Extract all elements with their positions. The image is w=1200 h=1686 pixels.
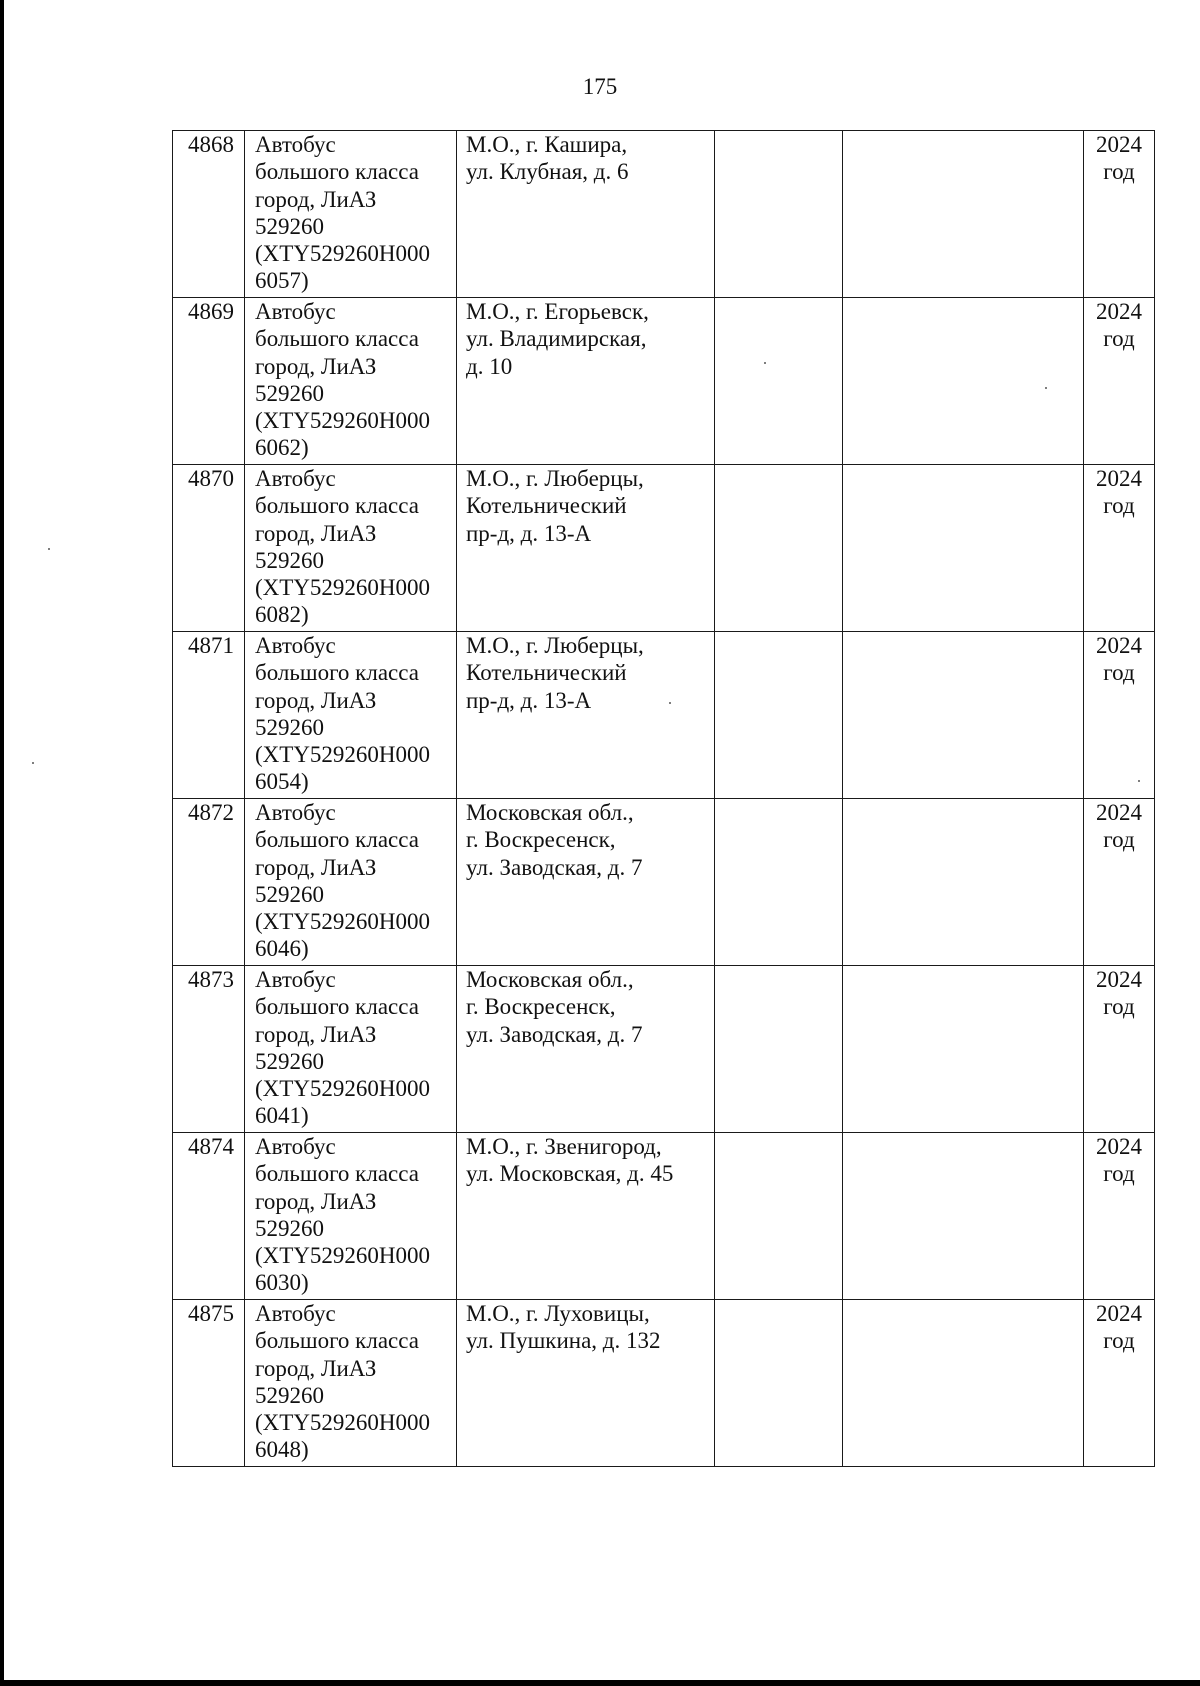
year-line: 2024 — [1096, 1134, 1142, 1159]
year-cell — [1084, 131, 1155, 298]
vehicle-description-line: (XTY529260H000 — [255, 575, 431, 601]
vehicle-description-line: Автобус — [255, 1301, 336, 1326]
vehicle-description-cell — [245, 131, 457, 298]
year-line: год — [1103, 159, 1135, 185]
vehicle-description-cell — [245, 966, 457, 1133]
vehicle-description-line: 529260 — [255, 881, 324, 907]
table-row — [173, 799, 1155, 966]
empty-cell — [715, 1300, 843, 1467]
vehicle-description-line: большого класса — [255, 1161, 419, 1187]
scan-speck — [1045, 387, 1047, 389]
table-row — [173, 298, 1155, 465]
address-line: Московская обл., — [466, 800, 634, 825]
address-line: ул. Заводская, д. 7 — [466, 854, 643, 880]
table-row — [173, 1300, 1155, 1467]
vehicle-description-line: большого класса — [255, 326, 419, 352]
vehicle-description-line: Автобус — [255, 800, 336, 825]
row-number-cell: 4868 — [173, 131, 245, 298]
vehicle-description-line: (XTY529260H000 — [255, 742, 431, 768]
scan-edge-bottom — [0, 1680, 1200, 1686]
table-row — [173, 465, 1155, 632]
address-line: М.О., г. Звенигород, — [466, 1134, 662, 1159]
address-line: Котельнический — [466, 493, 627, 519]
scan-speck — [764, 362, 766, 364]
vehicle-description-line: (XTY529260H000 — [255, 1076, 431, 1102]
year-line: 2024 — [1096, 466, 1142, 491]
empty-cell — [843, 966, 1084, 1133]
vehicle-description-line: Автобус — [255, 633, 336, 658]
vehicle-description-line: (XTY529260H000 — [255, 909, 431, 935]
vehicle-description-line: город, ЛиАЗ — [255, 186, 377, 212]
year-line: год — [1103, 1161, 1135, 1187]
row-number-cell: 4871 — [173, 632, 245, 799]
address-line: М.О., г. Кашира, — [466, 132, 628, 157]
vehicle-description-line: большого класса — [255, 493, 419, 519]
vehicle-description-line: 6057) — [255, 268, 309, 294]
vehicle-description-line: большого класса — [255, 1328, 419, 1354]
scan-speck — [48, 548, 50, 550]
address-cell — [457, 966, 715, 1133]
empty-cell — [843, 632, 1084, 799]
vehicle-description-line: (XTY529260H000 — [255, 1243, 431, 1269]
address-cell — [457, 131, 715, 298]
address-line: М.О., г. Луховицы, — [466, 1301, 650, 1326]
year-line: 2024 — [1096, 299, 1142, 324]
vehicle-description-line: город, ЛиАЗ — [255, 854, 377, 880]
vehicle-description-line: 529260 — [255, 547, 324, 573]
address-line: Котельнический — [466, 660, 627, 686]
address-cell — [457, 1300, 715, 1467]
vehicle-description-line: 529260 — [255, 714, 324, 740]
row-number-cell: 4873 — [173, 966, 245, 1133]
year-line: год — [1103, 1328, 1135, 1354]
vehicle-description-line: 6062) — [255, 435, 309, 461]
empty-cell — [843, 1133, 1084, 1300]
vehicle-description-line: Автобус — [255, 299, 336, 324]
address-line: ул. Пушкина, д. 132 — [466, 1328, 661, 1354]
address-cell — [457, 298, 715, 465]
address-line: д. 10 — [466, 353, 513, 379]
address-cell — [457, 465, 715, 632]
scan-speck — [669, 702, 671, 704]
year-line: год — [1103, 994, 1135, 1020]
row-number-cell: 4874 — [173, 1133, 245, 1300]
vehicle-table-body — [173, 131, 1155, 1467]
row-number-cell: 4869 — [173, 298, 245, 465]
vehicle-description-cell — [245, 632, 457, 799]
address-cell — [457, 1133, 715, 1300]
vehicle-description-cell — [245, 799, 457, 966]
year-line: 2024 — [1096, 1301, 1142, 1326]
scan-edge-left — [0, 0, 4, 1686]
vehicle-description-line: Автобус — [255, 967, 336, 992]
vehicle-description-line: большого класса — [255, 660, 419, 686]
year-cell — [1084, 1300, 1155, 1467]
vehicle-description-line: 6082) — [255, 602, 309, 628]
address-line: пр-д, д. 13-А — [466, 687, 592, 713]
year-line: год — [1103, 326, 1135, 352]
vehicle-description-cell — [245, 298, 457, 465]
year-line: год — [1103, 493, 1135, 519]
vehicle-description-line: город, ЛиАЗ — [255, 1021, 377, 1047]
empty-cell — [715, 465, 843, 632]
row-number-cell: 4870 — [173, 465, 245, 632]
year-cell — [1084, 465, 1155, 632]
row-number-cell: 4875 — [173, 1300, 245, 1467]
year-cell — [1084, 632, 1155, 799]
address-line: ул. Клубная, д. 6 — [466, 159, 629, 185]
empty-cell — [843, 1300, 1084, 1467]
vehicle-description-line: город, ЛиАЗ — [255, 353, 377, 379]
vehicle-description-line: город, ЛиАЗ — [255, 1355, 377, 1381]
address-line: ул. Заводская, д. 7 — [466, 1021, 643, 1047]
scan-speck — [32, 762, 34, 764]
address-line: г. Воскресенск, — [466, 994, 616, 1020]
year-cell — [1084, 799, 1155, 966]
address-cell — [457, 799, 715, 966]
vehicle-table — [172, 130, 1155, 1467]
vehicle-description-line: 6030) — [255, 1270, 309, 1296]
year-cell — [1084, 1133, 1155, 1300]
address-cell — [457, 632, 715, 799]
vehicle-description-line: (XTY529260H000 — [255, 1410, 431, 1436]
year-line: год — [1103, 660, 1135, 686]
year-line: год — [1103, 827, 1135, 853]
vehicle-description-line: большого класса — [255, 994, 419, 1020]
address-line: ул. Московская, д. 45 — [466, 1161, 674, 1187]
address-line: М.О., г. Егорьевск, — [466, 299, 649, 324]
vehicle-description-line: 6048) — [255, 1437, 309, 1463]
address-line: М.О., г. Люберцы, — [466, 466, 644, 491]
vehicle-description-line: город, ЛиАЗ — [255, 687, 377, 713]
year-line: 2024 — [1096, 967, 1142, 992]
year-line: 2024 — [1096, 800, 1142, 825]
vehicle-description-line: 529260 — [255, 1215, 324, 1241]
vehicle-description-line: 529260 — [255, 380, 324, 406]
empty-cell — [843, 465, 1084, 632]
scan-speck — [1138, 780, 1140, 782]
empty-cell — [715, 632, 843, 799]
page-number: 175 — [582, 74, 618, 99]
vehicle-description-line: (XTY529260H000 — [255, 408, 431, 434]
address-line: пр-д, д. 13-А — [466, 520, 592, 546]
year-cell — [1084, 966, 1155, 1133]
row-number-cell: 4872 — [173, 799, 245, 966]
vehicle-description-cell — [245, 465, 457, 632]
vehicle-description-line: большого класса — [255, 827, 419, 853]
empty-cell — [843, 298, 1084, 465]
vehicle-description-line: город, ЛиАЗ — [255, 520, 377, 546]
vehicle-description-line: 6054) — [255, 769, 309, 795]
empty-cell — [843, 131, 1084, 298]
vehicle-description-line: большого класса — [255, 159, 419, 185]
vehicle-description-line: Автобус — [255, 1134, 336, 1159]
vehicle-description-line: 529260 — [255, 1382, 324, 1408]
vehicle-description-cell — [245, 1300, 457, 1467]
table-row — [173, 632, 1155, 799]
address-line: Московская обл., — [466, 967, 634, 992]
vehicle-description-line: 529260 — [255, 213, 324, 239]
empty-cell — [715, 1133, 843, 1300]
year-line: 2024 — [1096, 132, 1142, 157]
empty-cell — [715, 298, 843, 465]
vehicle-description-cell — [245, 1133, 457, 1300]
address-line: ул. Владимирская, — [466, 326, 647, 352]
vehicle-description-line: 6046) — [255, 936, 309, 962]
vehicle-description-line: 6041) — [255, 1103, 309, 1129]
table-row — [173, 131, 1155, 298]
address-line: М.О., г. Люберцы, — [466, 633, 644, 658]
vehicle-description-line: (XTY529260H000 — [255, 241, 431, 267]
vehicle-description-line: 529260 — [255, 1048, 324, 1074]
address-line: г. Воскресенск, — [466, 827, 616, 853]
year-cell — [1084, 298, 1155, 465]
table-row — [173, 966, 1155, 1133]
empty-cell — [715, 131, 843, 298]
year-line: 2024 — [1096, 633, 1142, 658]
empty-cell — [715, 799, 843, 966]
empty-cell — [715, 966, 843, 1133]
table-row — [173, 1133, 1155, 1300]
vehicle-description-line: Автобус — [255, 466, 336, 491]
vehicle-description-line: город, ЛиАЗ — [255, 1188, 377, 1214]
vehicle-description-line: Автобус — [255, 132, 336, 157]
empty-cell — [843, 799, 1084, 966]
